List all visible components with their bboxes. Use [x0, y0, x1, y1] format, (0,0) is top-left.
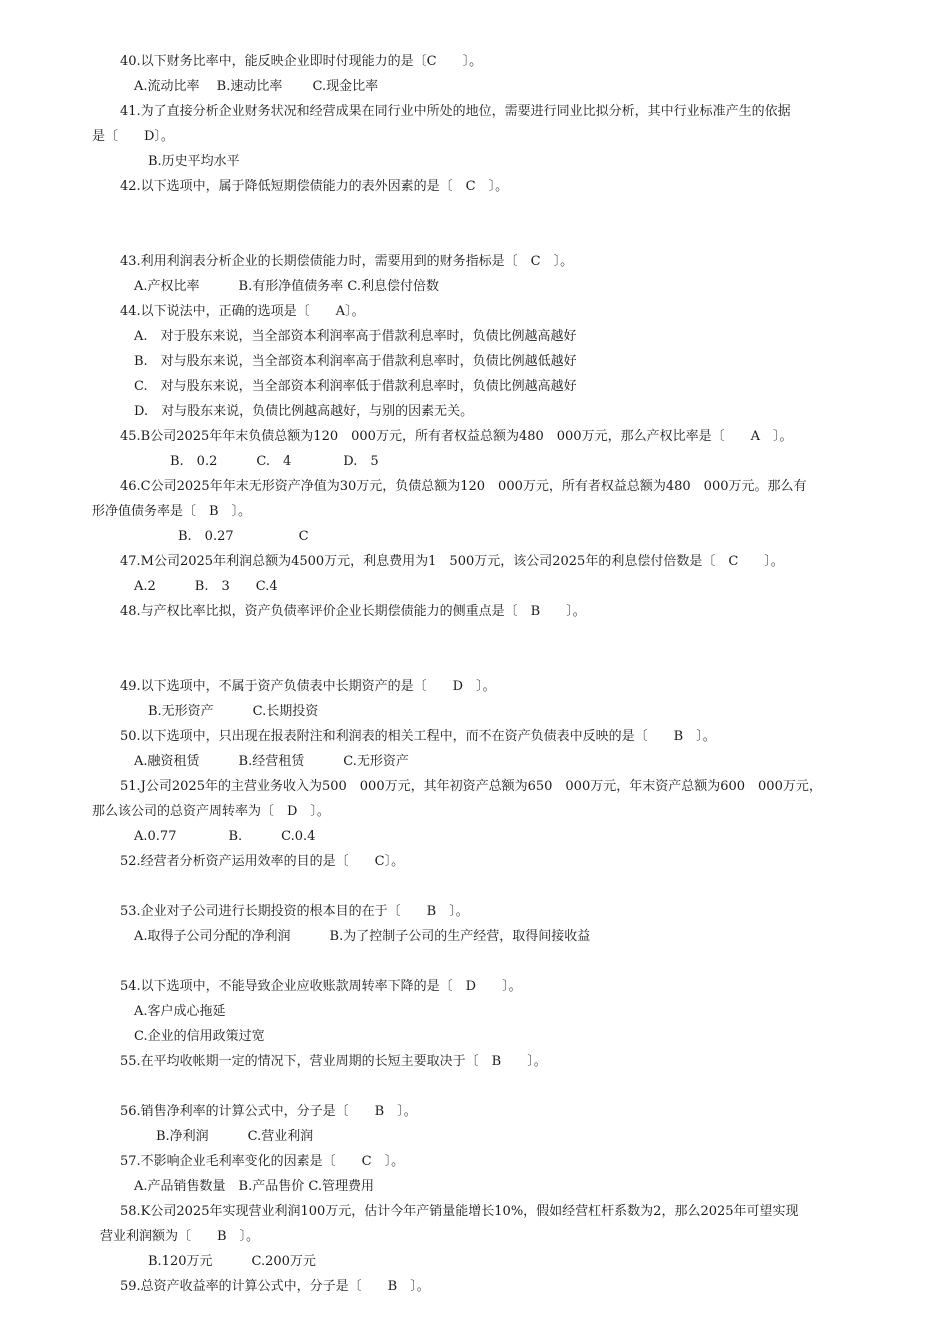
question-45: 45.B公司2025年年末负债总额为120 000万元，所有者权益总额为480 000万元，那么产权比率是〔 A 〕。 — [120, 429, 793, 444]
question-54: 54.以下选项中，不能导致企业应收账款周转率下降的是〔 D 〕。 — [120, 979, 522, 994]
options-57: A.产品销售数量 B.产品售价 C.管理费用 — [134, 1179, 374, 1194]
question-58-cont: 营业利润额为〔 B 〕。 — [100, 1229, 260, 1244]
question-55: 55.在平均收帐期一定的情况下，营业周期的长短主要取决于〔 B 〕。 — [120, 1054, 547, 1069]
question-40: 40.以下财务比率中，能反映企业即时付现能力的是〔C 〕。 — [120, 54, 483, 69]
question-46: 46.C公司2025年年末无形资产净值为30万元，负债总额为120 000万元，所有者权益总额为480 000万元。那么有 — [120, 479, 807, 494]
options-53: A.取得子公司分配的净利润 B.为了控制子公司的生产经营，取得间接收益 — [134, 929, 591, 944]
question-59: 59.总资产收益率的计算公式中，分子是〔 B 〕。 — [120, 1279, 430, 1294]
option-44-d: D. 对与股东来说，负债比例越高越好，与别的因素无关。 — [134, 404, 474, 419]
question-41: 41.为了直接分析企业财务状况和经营成果在同行业中所处的地位，需要进行同业比拟分析，其中行业标准产生的依据 — [120, 104, 791, 119]
option-54-c: C.企业的信用政策过宽 — [134, 1029, 265, 1044]
question-57: 57.不影响企业毛利率变化的因素是〔 C 〕。 — [120, 1154, 405, 1169]
question-44: 44.以下说法中，正确的选项是〔 A〕。 — [120, 304, 365, 319]
question-48: 48.与产权比率比拟，资产负债率评价企业长期偿债能力的侧重点是〔 B 〕。 — [120, 604, 586, 619]
question-42: 42.以下选项中，属于降低短期偿债能力的表外因素的是〔 C 〕。 — [120, 179, 509, 194]
options-43: A.产权比率 B.有形净值债务率 C.利息偿付倍数 — [134, 279, 439, 294]
question-56: 56.销售净利率的计算公式中，分子是〔 B 〕。 — [120, 1104, 417, 1119]
options-58: B.120万元 C.200万元 — [148, 1254, 316, 1269]
option-44-c: C. 对与股东来说，当全部资本利润率低于借款利息率时，负债比例越高越好 — [134, 379, 577, 394]
question-52: 52.经营者分析资产运用效率的目的是〔 C〕。 — [120, 854, 405, 869]
option-44-b: B. 对与股东来说，当全部资本利润率高于借款利息率时，负债比例越低越好 — [134, 354, 577, 369]
question-50: 50.以下选项中，只出现在报表附注和利润表的相关工程中，而不在资产负债表中反映的是〔 B 〕。 — [120, 729, 716, 744]
question-51: 51.J公司2025年的主营业务收入为500 000万元，其年初资产总额为650 000万元，年末资产总额为600 000万元， — [120, 779, 822, 794]
options-49: B.无形资产 C.长期投资 — [148, 704, 319, 719]
question-46-cont: 形净值债务率是〔 B 〕。 — [92, 504, 252, 519]
options-51: A.0.77 B. C.0.4 — [134, 829, 316, 844]
options-40: A.流动比率 B.速动比率 C.现金比率 — [134, 79, 379, 94]
options-50: A.融资租赁 B.经营租赁 C.无形资产 — [134, 754, 409, 769]
option-54-a: A.客户成心拖延 — [134, 1004, 226, 1019]
question-41-cont: 是〔 D〕。 — [92, 129, 174, 144]
options-45: B. 0.2 C. 4 D. 5 — [170, 454, 379, 469]
options-46: B. 0.27 C — [178, 529, 309, 544]
options-41: B.历史平均水平 — [148, 154, 240, 169]
options-56: B.净利润 C.营业利润 — [156, 1129, 314, 1144]
question-49: 49.以下选项中，不属于资产负债表中长期资产的是〔 D 〕。 — [120, 679, 496, 694]
question-53: 53.企业对子公司进行长期投资的根本目的在于〔 B 〕。 — [120, 904, 469, 919]
question-43: 43.利用利润表分析企业的长期偿债能力时，需要用到的财务指标是〔 C 〕。 — [120, 254, 574, 269]
question-51-cont: 那么该公司的总资产周转率为〔 D 〕。 — [92, 804, 330, 819]
option-44-a: A. 对于股东来说，当全部资本利润率高于借款利息率时，负债比例越高越好 — [134, 329, 577, 344]
question-58: 58.K公司2025年实现营业利润100万元，估计今年产销量能增长10%，假如经营杠杆系数为2，那么2025年可望实现 — [120, 1204, 799, 1219]
options-47: A.2 B. 3 C.4 — [134, 579, 278, 594]
question-47: 47.M公司2025年利润总额为4500万元，利息费用为1 500万元，该公司2025年的利息偿付倍数是〔 C 〕。 — [120, 554, 784, 569]
